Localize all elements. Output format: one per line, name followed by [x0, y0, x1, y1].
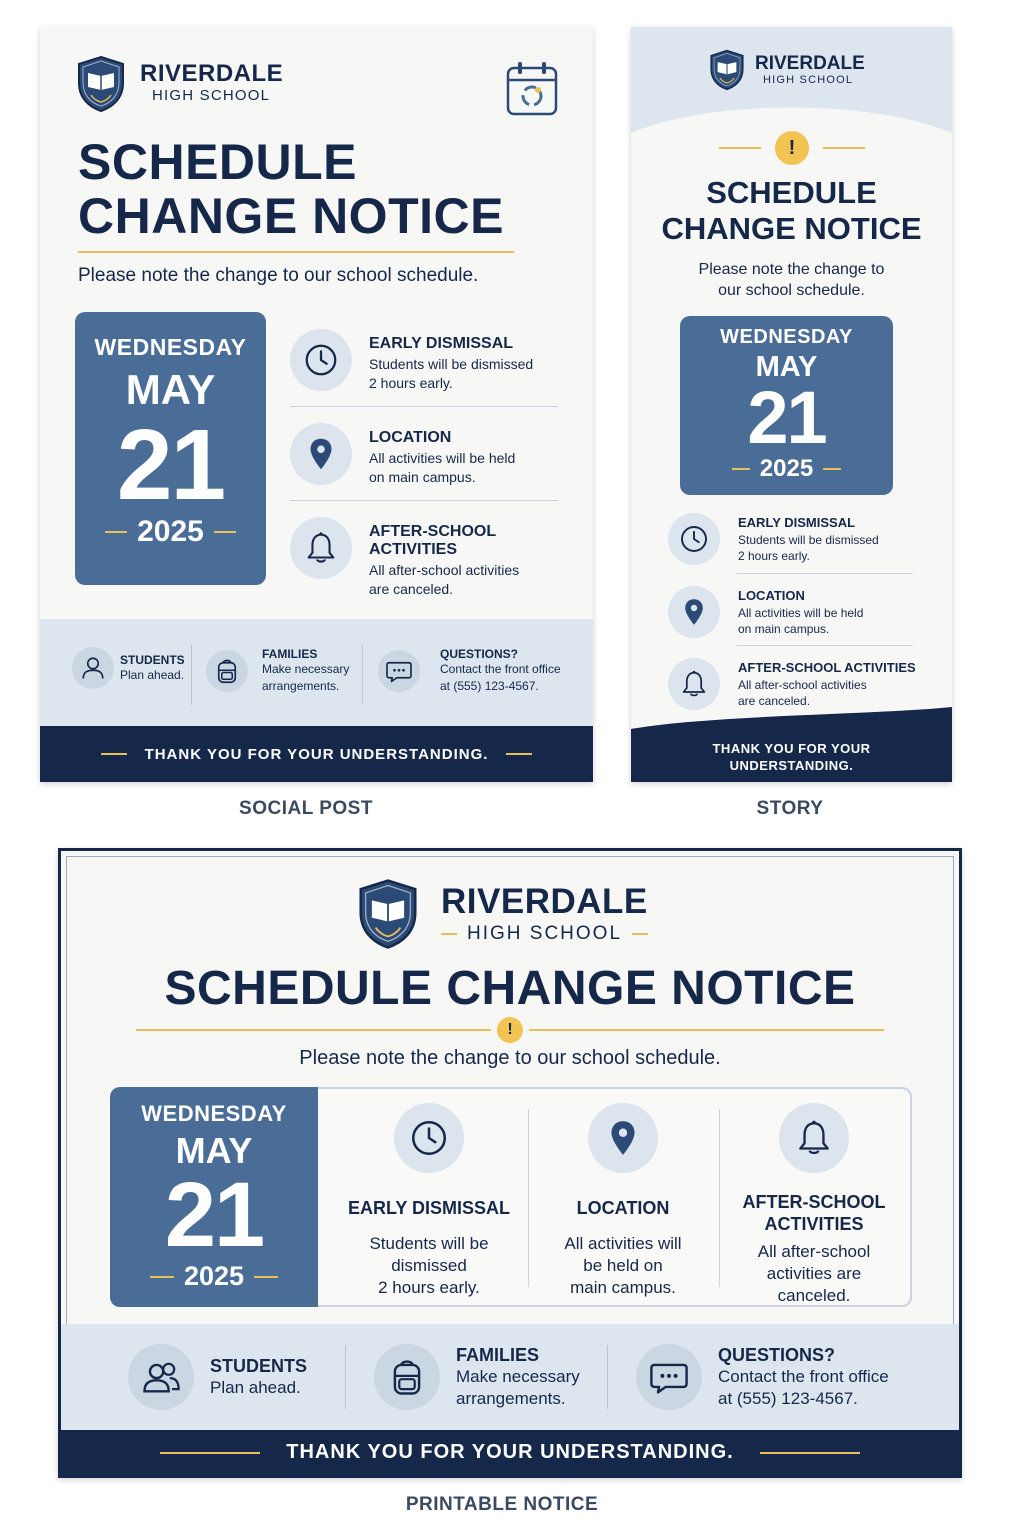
audience-title: FAMILIES: [456, 1344, 540, 1365]
thank-you-banner: [631, 740, 952, 774]
year-dash-right: [214, 531, 236, 533]
detail-divider: [290, 406, 558, 407]
detail-after-school: [668, 658, 918, 710]
notice-title: SCHEDULE CHANGE NOTICE: [164, 962, 856, 1015]
notice-title: [631, 175, 952, 247]
date-weekday: WEDNESDAY: [94, 334, 247, 360]
date-card: [680, 316, 893, 495]
school-brand: [709, 49, 865, 91]
detail-text: All after-school activities are canceled.: [738, 678, 867, 708]
date-year-row: [110, 1261, 318, 1292]
audience-text: Plan ahead.: [120, 667, 185, 682]
audience-title: QUESTIONS?: [718, 1344, 836, 1365]
date-year: 2025: [183, 1261, 245, 1291]
audience-divider: [362, 645, 363, 705]
date-month: MAY: [125, 366, 216, 413]
detail-early-dismissal: [290, 329, 558, 393]
students-icon: [128, 1344, 194, 1410]
audience-questions: [378, 647, 561, 695]
caption-story: STORY: [756, 798, 824, 819]
detail-title: LOCATION: [369, 429, 452, 446]
clock-icon: [290, 329, 352, 391]
clock-icon: [394, 1103, 464, 1173]
thank-you-text-line-2: UNDERSTANDING.: [729, 758, 854, 773]
thank-you-banner: [61, 1430, 959, 1475]
detail-divider: [737, 645, 913, 646]
audience-title: QUESTIONS?: [440, 647, 519, 661]
detail-location: [290, 423, 558, 487]
caption-social-post: SOCIAL POST: [239, 798, 373, 819]
detail-title: AFTER-SCHOOL ACTIVITIES: [742, 1192, 886, 1234]
school-crest-icon: [357, 878, 419, 950]
notice-title-line-1: SCHEDULE: [706, 175, 877, 210]
notice-subtitle: Please note the change to our school schedule.: [299, 1047, 721, 1069]
detail-early-dismissal: [668, 513, 918, 565]
backpack-icon: [206, 650, 248, 692]
notice-title: [78, 135, 504, 243]
chat-icon: [378, 650, 420, 692]
thanks-line-right: [506, 753, 532, 755]
printable-notice-card: [58, 848, 962, 1478]
detail-after-school: [290, 517, 558, 599]
date-year: 2025: [137, 515, 204, 548]
detail-title: AFTER-SCHOOL ACTIVITIES: [738, 660, 916, 675]
detail-text: All activities will be held on main campus.: [738, 606, 864, 636]
student-icon: [72, 647, 114, 689]
alert-marker: [136, 1017, 884, 1043]
bell-icon: [668, 658, 720, 710]
thanks-line-right: [760, 1452, 860, 1454]
date-weekday: WEDNESDAY: [720, 326, 853, 348]
bell-icon: [290, 517, 352, 579]
detail-text: Students will be dismissed 2 hours early.: [369, 356, 534, 391]
audience-families: [206, 647, 349, 695]
detail-divider: [737, 573, 913, 574]
date-day: 21: [164, 1164, 264, 1266]
audience-text: Contact the front office at (555) 123-4567.: [440, 662, 561, 693]
detail-text: Students will be dismissed 2 hours early.: [738, 533, 879, 563]
thanks-line-left: [101, 753, 127, 755]
alert-marker: [719, 131, 865, 165]
audience-students: [72, 647, 185, 689]
backpack-icon: [374, 1344, 440, 1410]
detail-title: EARLY DISMISSAL: [738, 515, 856, 530]
detail-title: LOCATION: [738, 588, 805, 603]
detail-location: [528, 1103, 718, 1299]
audience-text: Make necessary arrangements.: [262, 662, 350, 693]
thank-you-text: THANK YOU FOR YOUR UNDERSTANDING.: [144, 745, 489, 763]
bell-icon: [779, 1103, 849, 1173]
audience-title: STUDENTS: [120, 652, 185, 667]
school-brand: [76, 55, 283, 113]
date-day: 21: [747, 376, 826, 459]
brand-subtitle: HIGH SCHOOL: [467, 923, 623, 944]
detail-title: LOCATION: [576, 1198, 670, 1218]
story-card: [631, 27, 952, 782]
detail-divider: [290, 500, 558, 501]
location-pin-icon: [668, 586, 720, 638]
detail-title: EARLY DISMISSAL: [347, 1198, 511, 1218]
date-card: [110, 1087, 318, 1307]
detail-text: Students will be dismissed 2 hours early.: [369, 1234, 489, 1297]
clock-icon: [668, 513, 720, 565]
location-pin-icon: [588, 1103, 658, 1173]
date-month: MAY: [755, 351, 818, 383]
notice-title-line-1: SCHEDULE: [78, 134, 358, 190]
date-weekday: WEDNESDAY: [141, 1101, 287, 1126]
location-pin-icon: [290, 423, 352, 485]
school-brand: [357, 878, 648, 950]
detail-after-school: [719, 1103, 909, 1307]
notice-title-line-2: CHANGE NOTICE: [78, 188, 504, 244]
thank-you-banner: [40, 726, 593, 782]
chat-icon: [636, 1344, 702, 1410]
date-card: [75, 312, 266, 585]
date-day: 21: [116, 409, 225, 521]
detail-early-dismissal: [334, 1103, 524, 1299]
audience-divider: [345, 1345, 346, 1409]
caption-printable-notice: PRINTABLE NOTICE: [405, 1494, 599, 1515]
notice-title-line-2: CHANGE NOTICE: [661, 211, 922, 246]
alert-icon: !: [775, 131, 809, 165]
school-crest-icon: [709, 49, 745, 91]
detail-title: EARLY DISMISSAL: [369, 335, 514, 352]
social-post-card: [40, 27, 593, 782]
detail-text: All after-school activities are canceled.: [369, 562, 520, 597]
notice-subtitle: Please note the change to our school schedule.: [698, 261, 885, 299]
audience-title: STUDENTS: [210, 1355, 308, 1376]
detail-text: All activities will be held on main campus.: [564, 1234, 682, 1297]
detail-location: [668, 586, 918, 638]
brand-name: RIVERDALE: [140, 60, 284, 87]
notice-subtitle: Please note the change to our school schedule.: [78, 265, 479, 286]
alert-icon: !: [497, 1017, 523, 1043]
brand-name: RIVERDALE: [441, 882, 648, 921]
title-divider: [78, 251, 514, 253]
audience-title: FAMILIES: [262, 647, 318, 661]
date-month: MAY: [175, 1130, 253, 1171]
date-year-row: [75, 515, 266, 549]
detail-text: All activities will be held on main campus.: [369, 450, 516, 485]
audience-questions: [636, 1344, 889, 1410]
audience-families: [374, 1344, 580, 1410]
school-crest-icon: [76, 55, 126, 113]
audience-text: Make necessary arrangements.: [456, 1366, 580, 1408]
audience-text: Plan ahead.: [210, 1377, 301, 1397]
brand-name: RIVERDALE: [755, 53, 865, 74]
audience-divider: [191, 645, 192, 705]
detail-text: All after-school activities are canceled.: [757, 1242, 871, 1305]
brand-subtitle: HIGH SCHOOL: [152, 87, 271, 104]
brand-subtitle: HIGH SCHOOL: [763, 74, 854, 86]
detail-title: AFTER-SCHOOL ACTIVITIES: [369, 523, 496, 558]
calendar-icon: [505, 60, 559, 118]
thank-you-text: THANK YOU FOR YOUR UNDERSTANDING.: [286, 1441, 734, 1463]
audience-divider: [607, 1345, 608, 1409]
date-year: 2025: [759, 455, 814, 482]
audience-students: [128, 1344, 307, 1410]
thank-you-text-line-1: THANK YOU FOR YOUR: [712, 741, 871, 756]
thanks-line-left: [160, 1452, 260, 1454]
year-dash-left: [105, 531, 127, 533]
audience-text: Contact the front office at (555) 123-4567.: [718, 1366, 889, 1408]
date-year-row: [680, 455, 893, 483]
